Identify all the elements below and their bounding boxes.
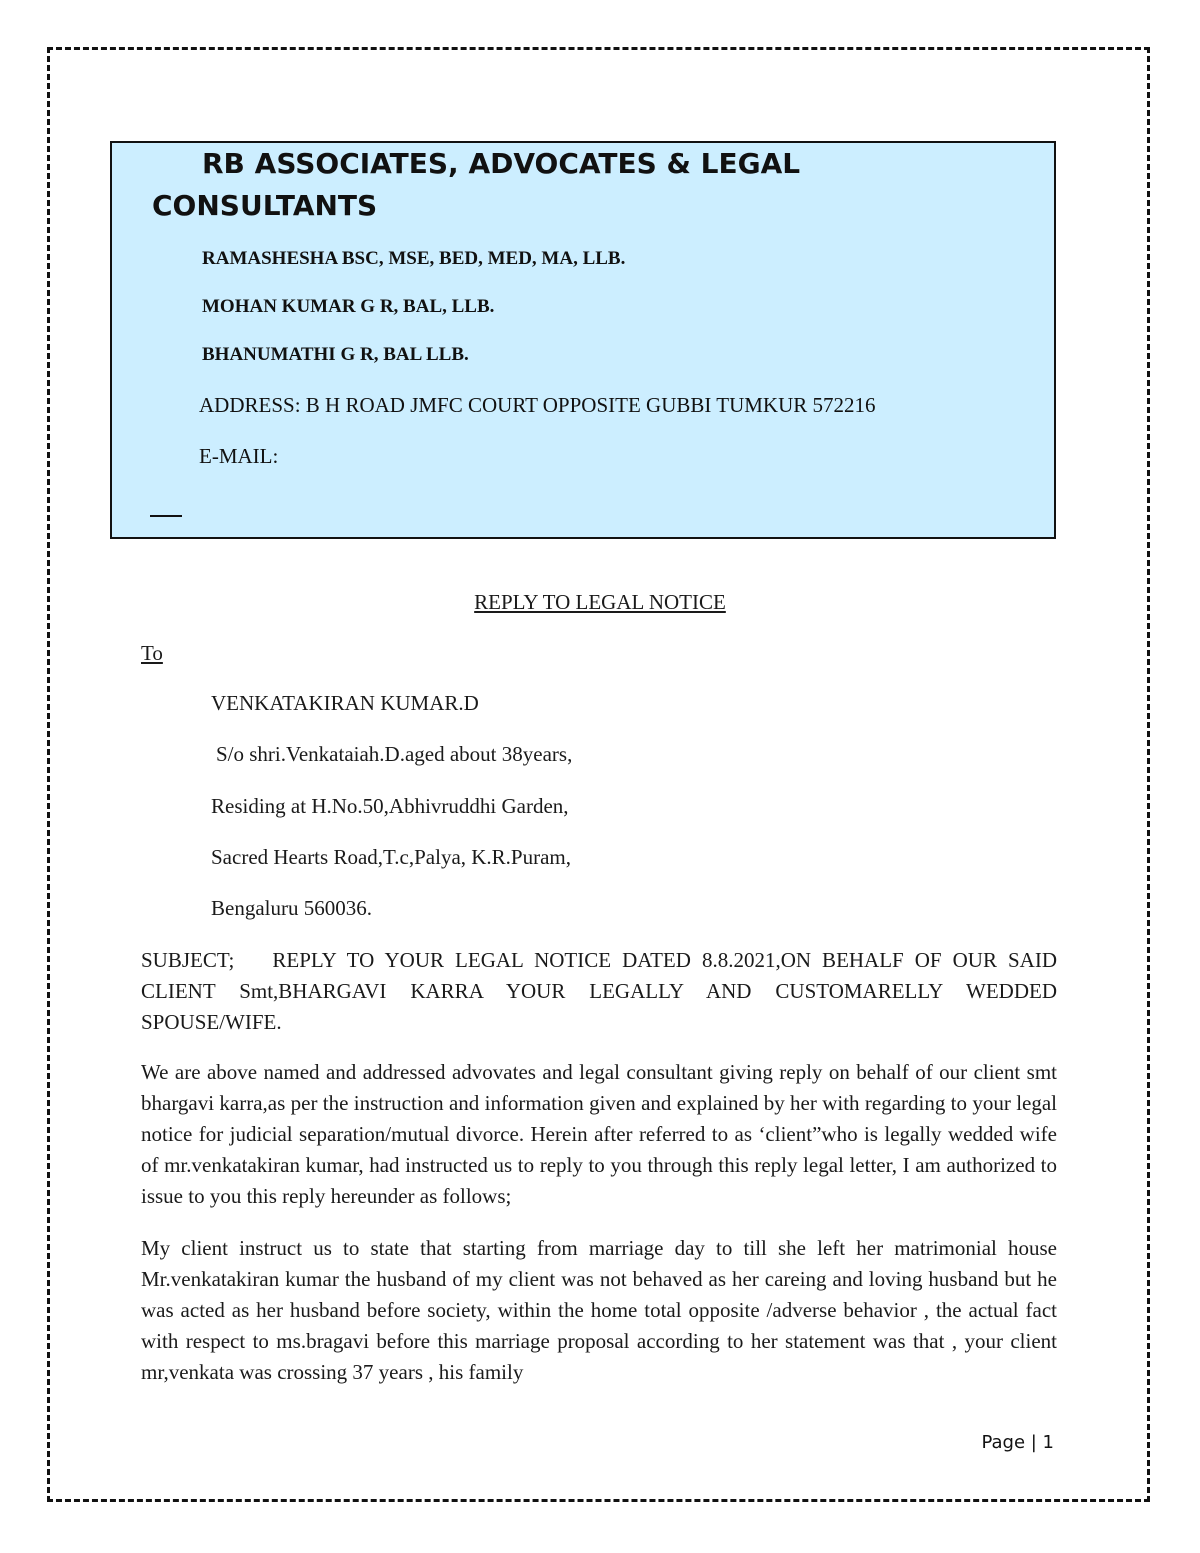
recipient-parentage: S/o shri.Venkataiah.D.aged about 38years, bbox=[216, 742, 573, 766]
letterhead-underscore bbox=[150, 515, 182, 517]
firm-email-label: E-MAIL: bbox=[199, 444, 279, 468]
body-paragraph-2: My client instruct us to state that starting from marriage day to till she left her matrimonial house Mr.venkatakiran kumar the husband of my client was not behaved as her careing and loving husband but he was acted as her husband before society, within the home total opposite /adverse behavior , the actual fact with respect to ms.bragavi before this marriage proposal according to her statement was that , your client mr,venkata was crossing 37 years , his family bbox=[141, 1236, 1057, 1384]
body-paragraph-1: We are above named and addressed advovates and legal consultant giving reply on behalf of our client smt bhargavi karra,as per the instruction and information given and explained by her with regarding to your legal notice for judicial separation/mutual divorce. Herein after referred to as ‘client”who is legally wedded wife of mr.venkatakiran kumar, had instructed us to reply to you through this reply legal letter, I am authorized to issue to you this reply hereunder as follows; bbox=[141, 1060, 1057, 1208]
recipient-city: Bengaluru 560036. bbox=[211, 896, 372, 920]
page-number: Page | 1 bbox=[981, 1432, 1054, 1453]
to-label: To bbox=[141, 641, 163, 665]
recipient-address-line-1: Residing at H.No.50,Abhivruddhi Garden, bbox=[211, 794, 569, 818]
subject-label: SUBJECT; bbox=[141, 948, 235, 972]
subject-paragraph bbox=[141, 945, 1057, 1038]
partner-1: RAMASHESHA BSC, MSE, BED, MED, MA, LLB. bbox=[202, 248, 626, 269]
document-title: REPLY TO LEGAL NOTICE bbox=[474, 590, 726, 614]
recipient-name: VENKATAKIRAN KUMAR.D bbox=[211, 691, 479, 715]
recipient-address-line-2: Sacred Hearts Road,T.c,Palya, K.R.Puram, bbox=[211, 845, 572, 869]
subject-text: REPLY TO YOUR LEGAL NOTICE DATED 8.8.2021,ON BEHALF OF OUR SAID CLIENT Smt,BHARGAVI KARRA YOUR LEGALLY AND CUSTOMARELLY WEDDED SPOUSE/WIFE. bbox=[141, 948, 1057, 1034]
partner-2: MOHAN KUMAR G R, BAL, LLB. bbox=[202, 296, 495, 317]
partner-3: BHANUMATHI G R, BAL LLB. bbox=[202, 344, 469, 365]
firm-address: ADDRESS: B H ROAD JMFC COURT OPPOSITE GUBBI TUMKUR 572216 bbox=[199, 393, 876, 417]
firm-name: RB ASSOCIATES, ADVOCATES & LEGAL CONSULTANTS bbox=[152, 147, 801, 222]
letterhead bbox=[110, 141, 1056, 539]
